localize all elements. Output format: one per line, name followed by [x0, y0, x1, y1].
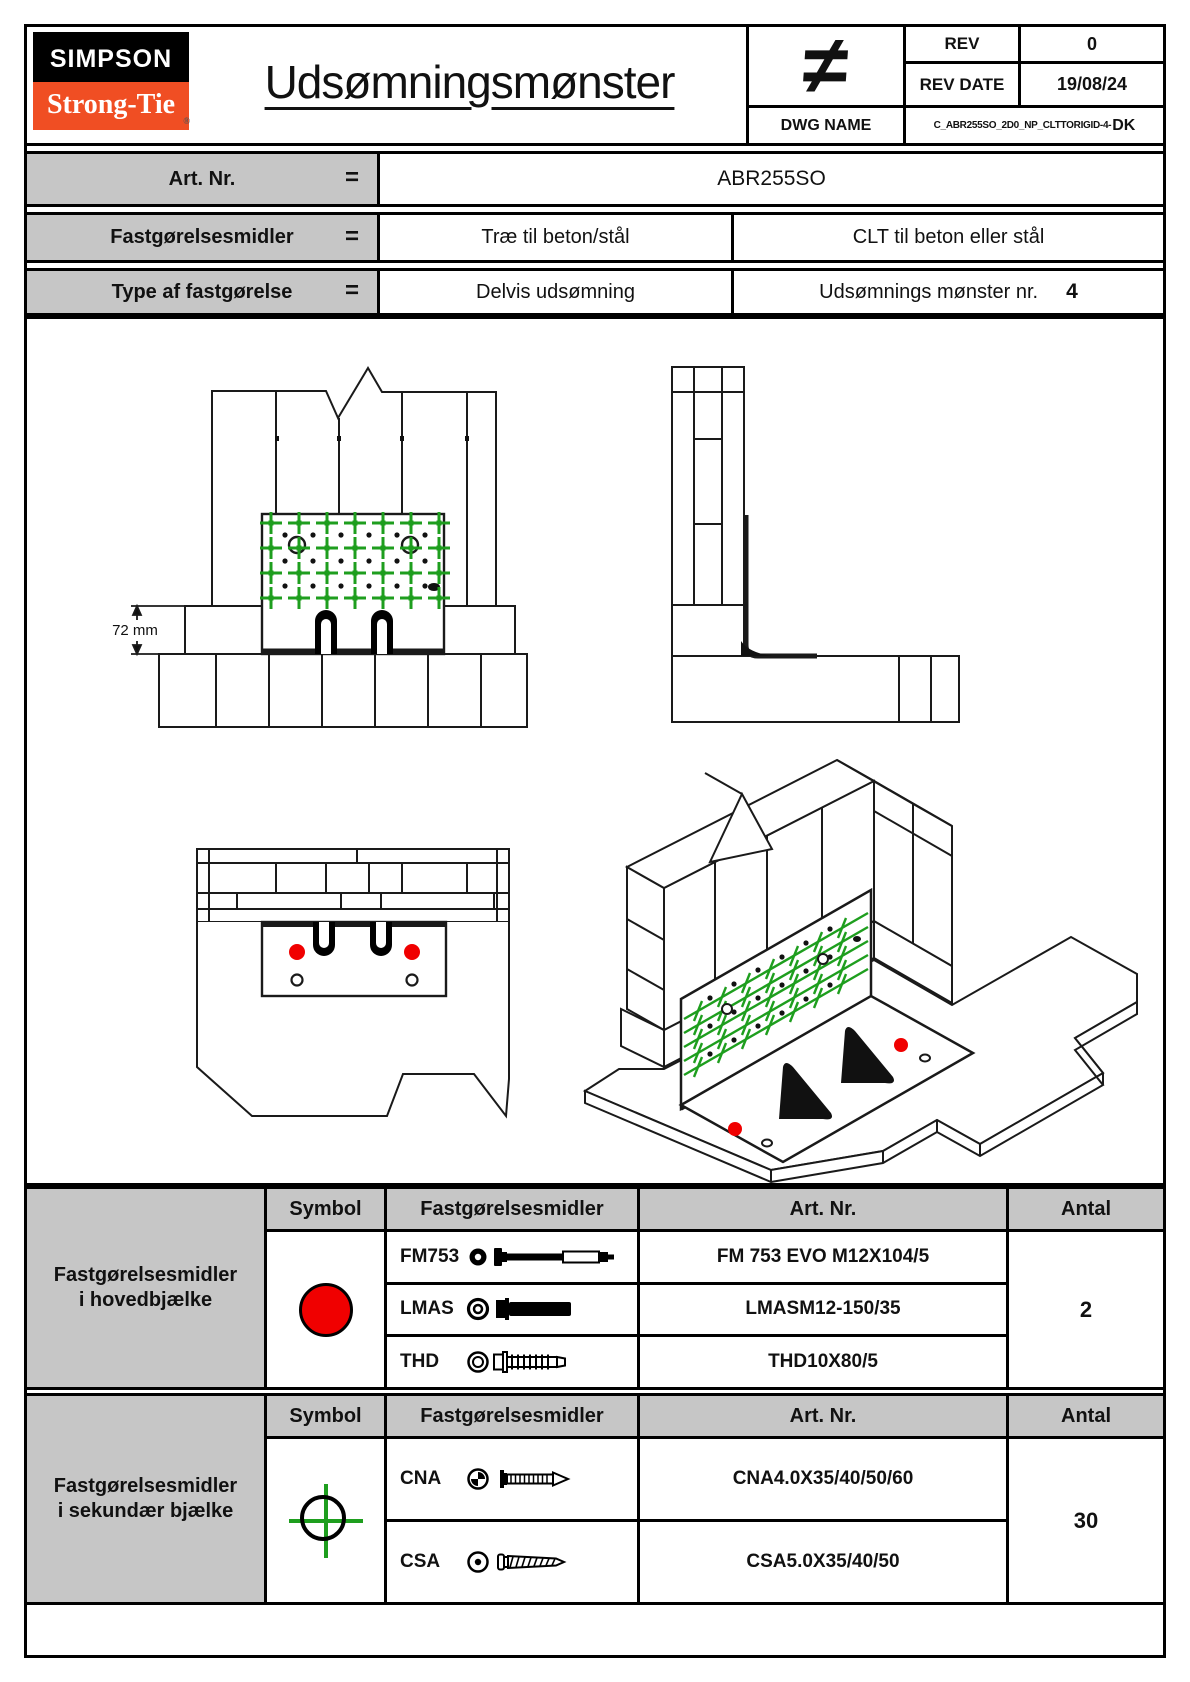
- stamp-cell: [749, 20, 906, 111]
- plate-hole: [818, 954, 828, 964]
- rev-label: REV: [906, 27, 1021, 64]
- plate-hole: [407, 975, 418, 986]
- logo-strongtie: Strong-Tie ®: [33, 82, 189, 130]
- crosshair-ring: [300, 1495, 346, 1541]
- rev-value: 0: [1021, 27, 1163, 64]
- thd-washer-icon: [469, 1353, 488, 1372]
- fastener-cell: THD: [384, 1334, 637, 1387]
- fastener-table-main-beam: [24, 1186, 1166, 1390]
- registered-mark: ®: [183, 116, 190, 126]
- front-view: [112, 368, 527, 727]
- equals-sign: =: [344, 163, 359, 191]
- info-art-label-cell: Art. Nr. =: [27, 154, 380, 204]
- drawing-area: [24, 316, 1166, 1186]
- csa-screw-icon: [466, 1544, 626, 1580]
- fastener-cell: LMAS: [384, 1282, 637, 1335]
- info-row-art: [24, 151, 1166, 207]
- page-title-wrap: [197, 49, 742, 115]
- lmas-anchor-icon: [466, 1291, 626, 1327]
- plate-hole: [920, 1055, 930, 1062]
- info-fast-value-left: Træ til beton/stål: [380, 215, 734, 260]
- col-header-fastener: Fastgørelsesmidler: [384, 1189, 637, 1229]
- page-title: Udsømningsmønster: [264, 56, 675, 108]
- plan-bracket-plate: [262, 922, 446, 996]
- info-type-label-cell: Type af fastgørelse =: [27, 271, 380, 313]
- plate-hole: [289, 537, 305, 553]
- fastener-cell: FM753: [384, 1229, 637, 1282]
- dimension-72mm: [112, 606, 187, 654]
- red-fastener-marker: [404, 944, 420, 960]
- dimension-label: 72 mm: [112, 622, 158, 639]
- rev-date-value: 19/08/24: [1021, 64, 1163, 108]
- info-fast-value-right: CLT til beton eller stål: [852, 226, 1045, 248]
- fm753-bolt-icon: [466, 1239, 626, 1275]
- dwg-name-label: DWG NAME: [749, 108, 906, 143]
- art-nr-cell: THD10X80/5: [637, 1334, 1006, 1387]
- fastener-cell: CNA: [384, 1436, 637, 1519]
- symbol-cell: [264, 1436, 384, 1602]
- qty-cell: 30: [1006, 1436, 1163, 1602]
- thd-screw-anchor-icon: [466, 1344, 626, 1380]
- plate-hole: [762, 1140, 772, 1147]
- col-header-qty: Antal: [1006, 1396, 1163, 1436]
- lmas-washer-icon: [469, 1300, 488, 1319]
- info-art-value: ABR255SO: [717, 167, 826, 190]
- group-label-sekundaer: Fastgørelsesmidler i sekundær bjælke: [27, 1396, 264, 1602]
- side-view: [672, 367, 959, 722]
- art-nr-cell: FM 753 EVO M12X104/5: [637, 1229, 1006, 1282]
- equals-sign: =: [344, 222, 359, 250]
- fastener-cell: CSA: [384, 1519, 637, 1602]
- info-type-value-right: Udsømnings mønster nr. 4: [819, 280, 1078, 303]
- fm753-washer-icon: [470, 1248, 487, 1265]
- logo-simpson: SIMPSON: [33, 32, 189, 82]
- qty-cell: 2: [1006, 1229, 1163, 1387]
- info-row-fasteners: [24, 212, 1166, 263]
- art-nr-cell: CNA4.0X35/40/50/60: [637, 1436, 1006, 1519]
- info-type-value-left: Delvis udsømning: [380, 271, 734, 313]
- col-header-symbol: Symbol: [264, 1396, 384, 1436]
- red-fastener-marker: [894, 1038, 908, 1052]
- col-header-art: Art. Nr.: [637, 1396, 1006, 1436]
- header: [24, 20, 1166, 146]
- info-row-type: [24, 268, 1166, 316]
- group-label-hovedbjaelke: Fastgørelsesmidler i hovedbjælke: [27, 1189, 264, 1387]
- green-crosshair-symbol: [289, 1484, 363, 1558]
- col-header-symbol: Symbol: [264, 1189, 384, 1229]
- csa-symbol-icon: [469, 1553, 488, 1572]
- bottom-view: [197, 849, 509, 1116]
- art-nr-cell: CSA5.0X35/40/50: [637, 1519, 1006, 1602]
- col-header-qty: Antal: [1006, 1189, 1163, 1229]
- side-angle-bracket: [741, 515, 817, 656]
- info-fast-label-cell: Fastgørelsesmidler =: [27, 215, 380, 260]
- fastener-table-secondary-beam: [24, 1393, 1166, 1605]
- equals-sign: =: [344, 276, 359, 304]
- col-header-art: Art. Nr.: [637, 1189, 1006, 1229]
- pattern-number: 4: [1066, 280, 1078, 303]
- red-dot-symbol: [299, 1283, 353, 1337]
- plate-hole: [292, 975, 303, 986]
- art-nr-cell: LMASM12-150/35: [637, 1282, 1006, 1335]
- technical-drawing: [27, 319, 1163, 1183]
- red-fastener-marker: [728, 1122, 742, 1136]
- dwg-name-value: C_ABR255SO_2D0_NP_CLTTORIGID-4- DK: [933, 116, 1136, 134]
- rev-date-label: REV DATE: [906, 64, 1021, 108]
- isometric-view: [585, 760, 1137, 1182]
- plate-hole: [722, 1004, 732, 1014]
- red-fastener-marker: [289, 944, 305, 960]
- front-bracket-plate: [262, 514, 444, 654]
- symbol-cell: [264, 1229, 384, 1387]
- col-header-fastener: Fastgørelsesmidler: [384, 1396, 637, 1436]
- cna-symbol-icon: [469, 1470, 488, 1489]
- simpson-strongtie-logo: [33, 32, 189, 130]
- not-equal-icon: ≠: [800, 20, 852, 111]
- cna-nail-icon: [466, 1461, 626, 1497]
